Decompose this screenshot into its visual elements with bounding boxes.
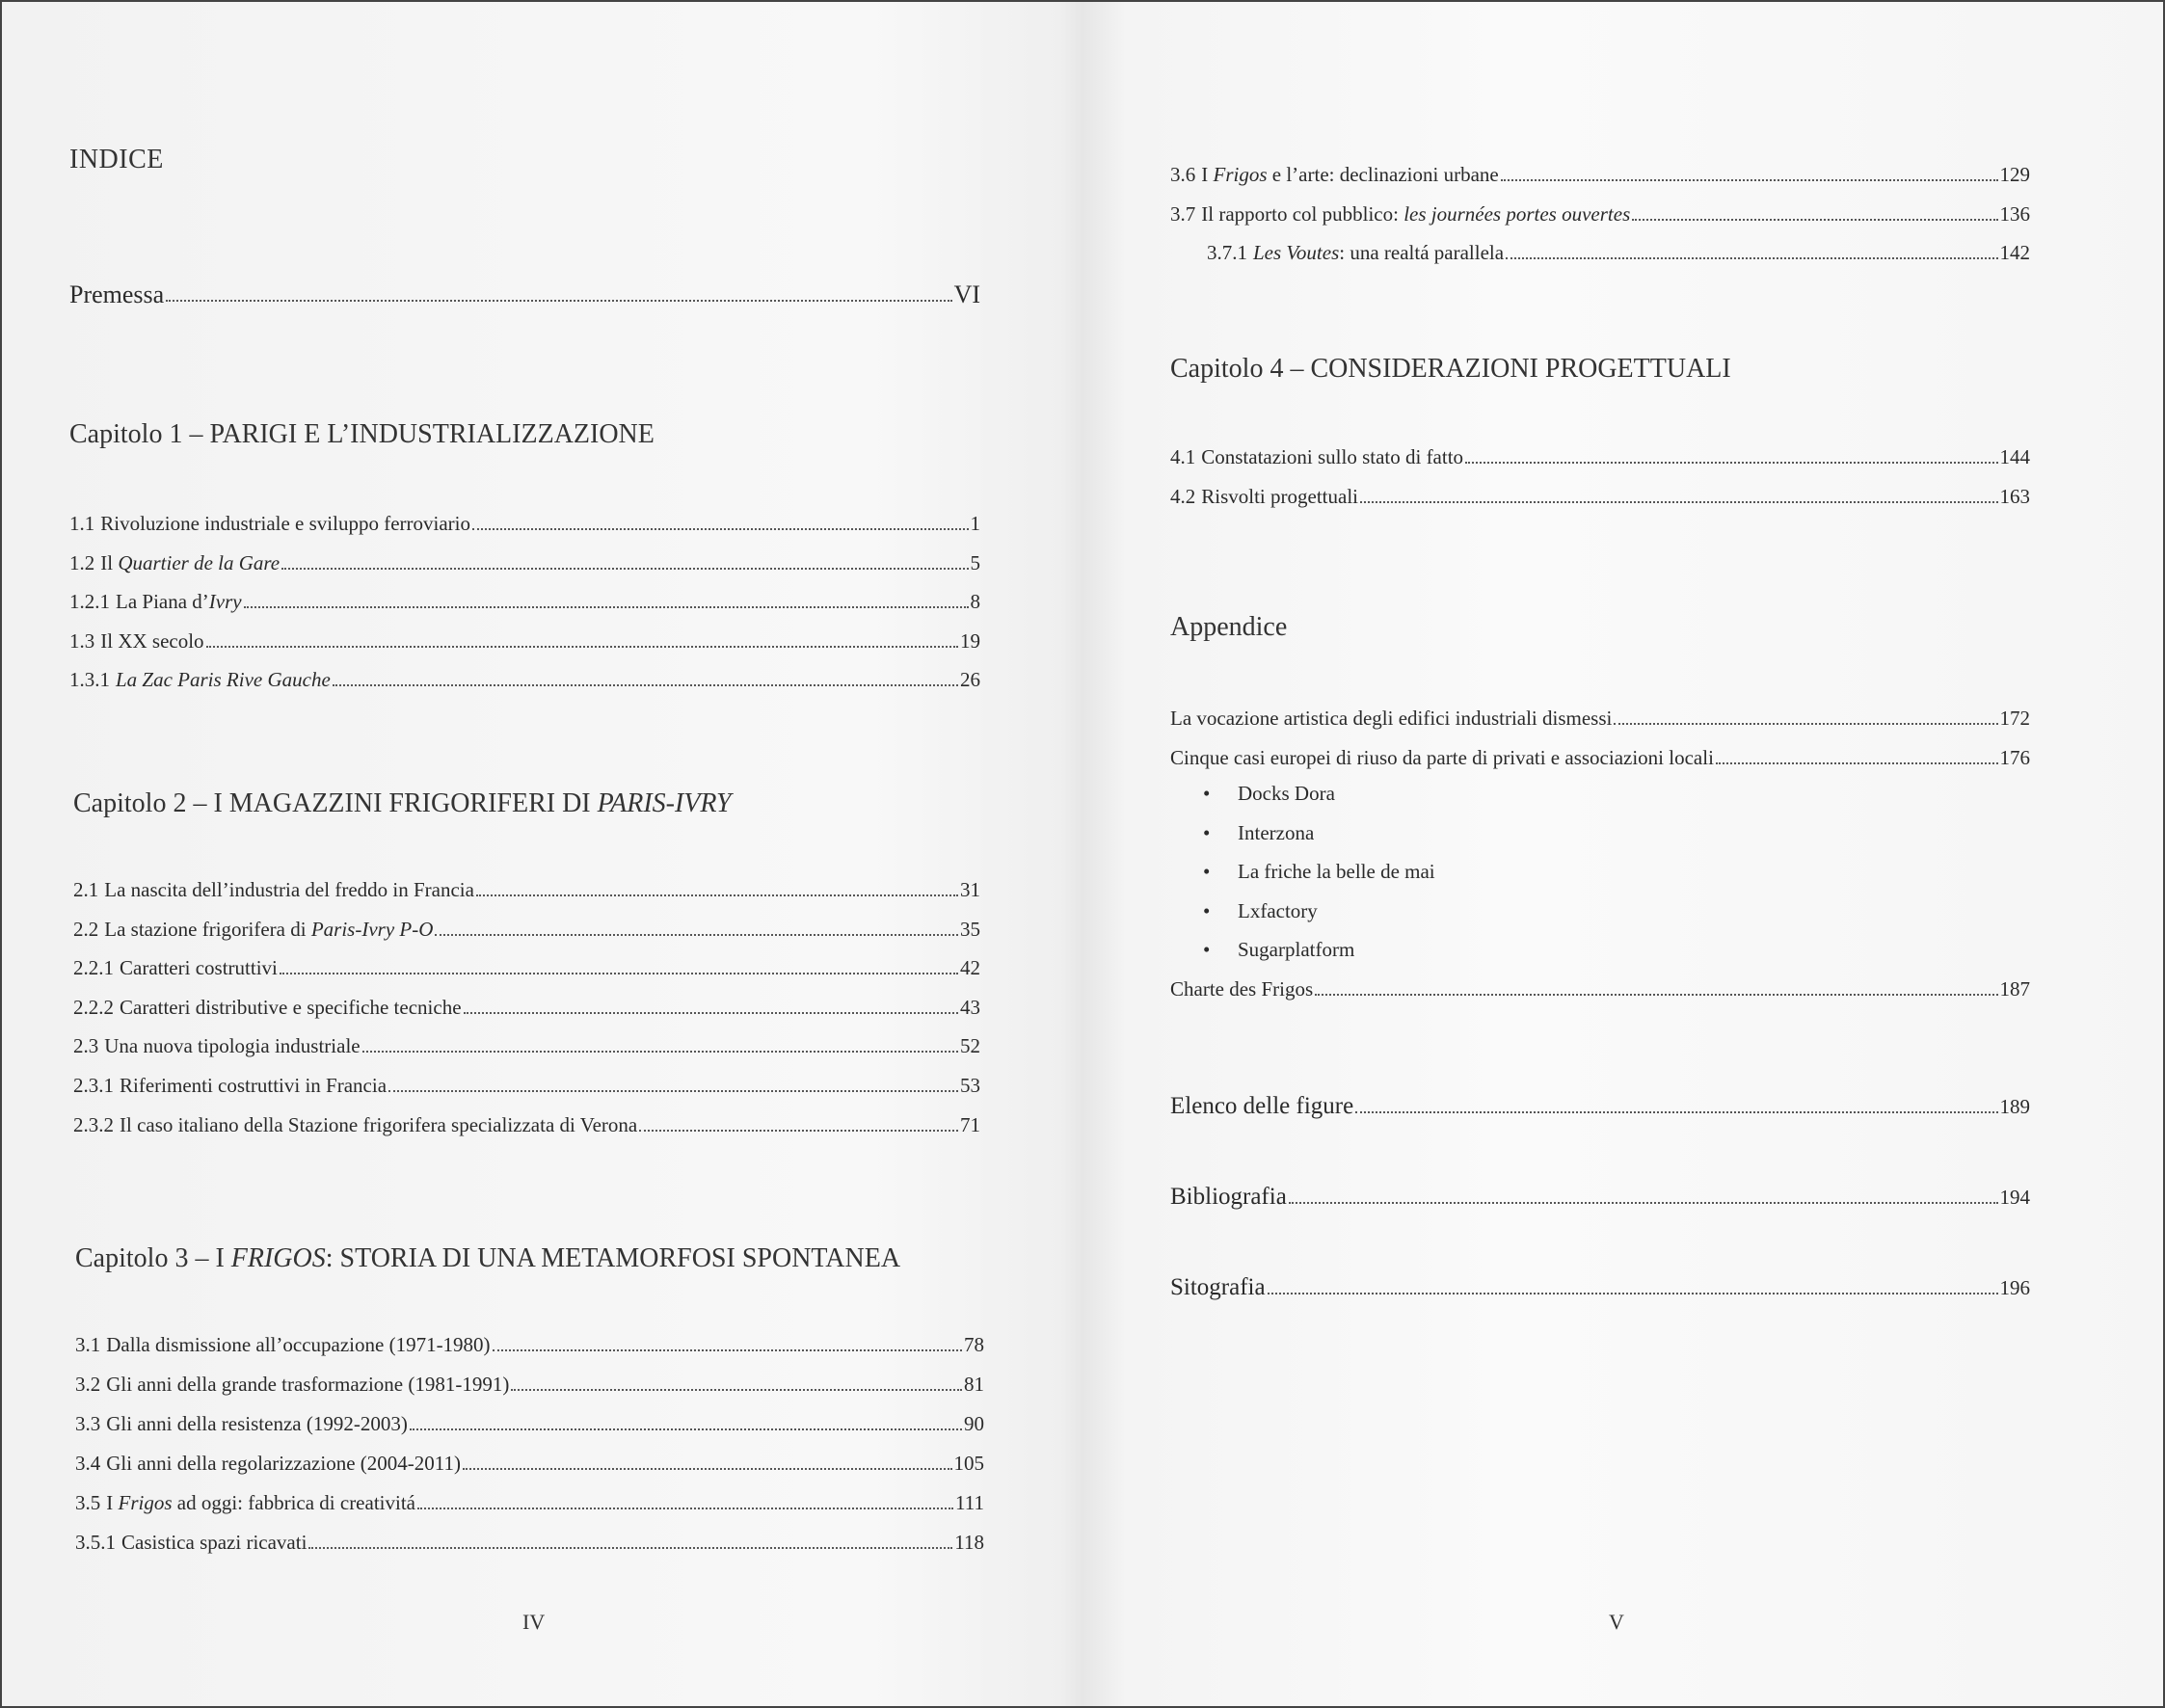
- bullet-item: [1203, 819, 1314, 846]
- entry-label: [75, 1371, 509, 1398]
- entry-label: [1170, 705, 1612, 732]
- leader-dots: [463, 1468, 952, 1470]
- entry-label: Sitografia: [1170, 1274, 1266, 1300]
- toc-entry: [73, 876, 980, 903]
- toc-entry: [75, 1529, 984, 1556]
- entry-page: 144: [1999, 445, 2030, 468]
- entry-number: 2.2: [73, 917, 99, 941]
- toc-entry: [1170, 443, 2030, 470]
- toc-entry: [75, 1331, 984, 1358]
- entry-text: Charte des Frigos: [1170, 977, 1314, 1001]
- leader-dots: [493, 1349, 962, 1351]
- toc-entry: [69, 510, 980, 537]
- leader-dots: [244, 606, 969, 608]
- entry-text: Dalla dismissione all’occupazione (1971-1980): [106, 1333, 491, 1356]
- leader-dots: [1614, 723, 1997, 725]
- entry-text: : una realtá parallela: [1339, 241, 1505, 264]
- page-number-left: IV: [522, 1610, 546, 1634]
- entry-page: 194: [1999, 1186, 2030, 1209]
- entry-number: 1.1: [69, 512, 95, 535]
- leader-dots: [511, 1389, 962, 1391]
- toc-entry-bibliography: [1170, 1184, 2030, 1211]
- toc-entry: [75, 1410, 984, 1437]
- toc-entry: [73, 1032, 980, 1059]
- entry-label: [73, 1032, 361, 1059]
- entry-number: 3.7: [1170, 201, 1196, 226]
- entry-label: [69, 627, 204, 654]
- chapter-4-heading: Capitolo 4 – CONSIDERAZIONI PROGETTUALI: [1170, 354, 1731, 384]
- entry-page: 71: [960, 1112, 980, 1136]
- entry-number: 1.3: [69, 628, 95, 653]
- entry-text: La Piana d’: [116, 590, 209, 613]
- entry-label: [1170, 483, 1358, 510]
- bullet-text: Interzona: [1238, 820, 1315, 844]
- page-number-right: V: [1609, 1610, 1624, 1634]
- entry-page: 142: [1999, 241, 2030, 264]
- entry-page: 26: [960, 668, 980, 691]
- leader-dots: [166, 300, 951, 302]
- entry-number: 1.2.1: [69, 590, 110, 613]
- right-page: [1083, 2, 2165, 1706]
- leader-dots: [1506, 257, 1997, 259]
- leader-dots: [410, 1428, 962, 1430]
- entry-number: 2.2.1: [73, 956, 114, 980]
- toc-entry: [1170, 975, 2030, 1002]
- toc-entry: [73, 1072, 980, 1099]
- entry-page: 118: [954, 1530, 984, 1554]
- entry-number: 3.1: [75, 1333, 101, 1356]
- bullet-item: [1203, 936, 1354, 963]
- entry-page: 43: [960, 995, 980, 1019]
- entry-italic: Frigos: [118, 1490, 173, 1514]
- entry-label: [69, 588, 242, 615]
- leader-dots: [1355, 1111, 1997, 1113]
- entry-text: Il: [100, 550, 119, 574]
- entry-text: La vocazione artistica degli edifici industriali dismessi: [1170, 707, 1613, 730]
- entry-label: [1170, 200, 1630, 227]
- bullet-text: Lxfactory: [1238, 898, 1318, 922]
- entry-number: 3.7.1: [1207, 241, 1247, 264]
- entry-label: [1170, 975, 1313, 1002]
- leader-dots: [1289, 1202, 1998, 1204]
- entry-label: [75, 1331, 491, 1358]
- entry-italic: Ivry: [208, 590, 242, 613]
- left-page: [2, 2, 1083, 1706]
- entry-label: [73, 1111, 637, 1138]
- entry-page: 111: [955, 1490, 984, 1514]
- entry-page: 42: [960, 956, 980, 980]
- entry-label: [75, 1529, 307, 1556]
- entry-page: 176: [1999, 745, 2030, 769]
- entry-number: 3.3: [75, 1411, 101, 1435]
- entry-label: [1170, 443, 1463, 470]
- entry-text: Il rapporto col pubblico:: [1201, 201, 1404, 226]
- leader-dots: [206, 646, 958, 648]
- entry-page: 189: [1999, 1095, 2030, 1118]
- entry-page: 196: [1999, 1276, 2030, 1299]
- entry-italic: Paris-Ivry P-O: [310, 917, 434, 941]
- toc-entry: [1170, 744, 2030, 771]
- bullet-icon: •: [1203, 860, 1211, 883]
- entry-label: [75, 1489, 415, 1516]
- leader-dots: [1268, 1293, 1998, 1294]
- appendix-heading: Appendice: [1170, 612, 1288, 642]
- entry-number: 3.2: [75, 1372, 101, 1396]
- toc-entry: [69, 627, 980, 654]
- bullet-item: [1203, 858, 1435, 885]
- entry-number: 3.5: [75, 1490, 101, 1514]
- leader-dots: [281, 568, 968, 570]
- entry-label: [73, 1072, 387, 1099]
- entry-label: [69, 549, 280, 576]
- bullet-item: [1203, 897, 1318, 924]
- entry-label: [73, 994, 462, 1021]
- entry-label: Bibliografia: [1170, 1184, 1287, 1210]
- leader-dots: [388, 1090, 958, 1092]
- entry-text: Casistica spazi ricavati: [121, 1530, 307, 1554]
- entry-page: 105: [953, 1451, 984, 1475]
- entry-text: La stazione frigorifera di: [104, 917, 311, 941]
- bullet-text: Sugarplatform: [1238, 938, 1355, 961]
- leader-dots: [1315, 994, 1997, 996]
- toc-entry: [75, 1371, 984, 1398]
- entry-page: 8: [970, 590, 980, 613]
- entry-label: [69, 666, 331, 693]
- entry-text: Una nuova tipologia industriale: [104, 1034, 361, 1058]
- entry-label: [73, 954, 278, 981]
- chapter-1-heading: Capitolo 1 – PARIGI E L’INDUSTRIALIZZAZIONE: [69, 419, 655, 449]
- leader-dots: [333, 684, 958, 686]
- entry-page: 78: [964, 1333, 984, 1356]
- entry-label: [1207, 239, 1504, 266]
- entry-text: I: [106, 1490, 119, 1514]
- entry-number: 2.1: [73, 878, 99, 901]
- heading-italic: PARIS-IVRY: [597, 788, 732, 818]
- entry-page: 5: [970, 550, 980, 574]
- entry-page: 53: [960, 1074, 980, 1097]
- heading-italic: FRIGOS: [230, 1243, 326, 1273]
- entry-text: I: [1201, 163, 1214, 186]
- heading-text: Capitolo 2 – I MAGAZZINI FRIGORIFERI DI: [73, 788, 598, 818]
- entry-label: [1170, 161, 1499, 188]
- entry-label: [75, 1450, 461, 1477]
- entry-page: 90: [964, 1411, 984, 1435]
- leader-dots: [1465, 462, 1997, 464]
- toc-entry: [1170, 483, 2030, 510]
- bullet-icon: •: [1203, 820, 1211, 844]
- leader-dots: [417, 1508, 953, 1509]
- toc-entry: [1170, 200, 2030, 227]
- toc-entry-sitography: [1170, 1274, 2030, 1301]
- entry-text: Gli anni della resistenza (1992-2003): [106, 1411, 408, 1435]
- bullet-icon: •: [1203, 898, 1211, 922]
- entry-label: [73, 916, 433, 943]
- heading-suffix: : STORIA DI UNA METAMORFOSI SPONTANEA: [325, 1243, 901, 1273]
- toc-entry: [69, 666, 980, 693]
- entry-label: [1170, 744, 1714, 771]
- chapter-3-heading: [75, 1243, 900, 1274]
- leader-dots: [472, 528, 969, 530]
- entry-page: 163: [1999, 484, 2030, 508]
- toc-entry: [73, 994, 980, 1021]
- toc-entry-premessa: [69, 281, 980, 308]
- leader-dots: [1360, 501, 1998, 503]
- leader-dots: [1501, 179, 1998, 181]
- entry-page: VI: [953, 280, 980, 308]
- entry-text: e l’arte: declinazioni urbane: [1267, 163, 1499, 186]
- entry-number: 2.2.2: [73, 995, 114, 1019]
- toc-entry: [73, 1111, 980, 1138]
- entry-label: [73, 876, 474, 903]
- toc-entry-figures: [1170, 1093, 2030, 1120]
- entry-number: 4.1: [1170, 445, 1196, 468]
- entry-text: Gli anni della grande trasformazione (1981-1991): [106, 1372, 510, 1396]
- toc-entry: [1170, 705, 2030, 732]
- entry-page: 172: [1999, 707, 2030, 730]
- chapter-2-heading: [73, 788, 732, 819]
- entry-number: 1.3.1: [69, 668, 110, 691]
- toc-entry: [75, 1489, 984, 1516]
- leader-dots: [280, 973, 958, 974]
- entry-italic: La Zac Paris Rive Gauche: [116, 668, 331, 691]
- entry-text: Cinque casi europei di riuso da parte di privati e associazioni locali: [1170, 745, 1714, 769]
- entry-italic: les journées portes ouvertes: [1403, 201, 1631, 226]
- entry-page: 31: [960, 878, 980, 901]
- entry-page: 35: [960, 917, 980, 941]
- bullet-icon: •: [1203, 782, 1211, 805]
- leader-dots: [1716, 762, 1998, 764]
- entry-text: Caratteri costruttivi: [120, 956, 278, 980]
- leader-dots: [308, 1547, 952, 1549]
- toc-entry: [69, 588, 980, 615]
- entry-number: 3.4: [75, 1451, 101, 1475]
- leader-dots: [362, 1051, 958, 1053]
- toc-entry: [1170, 161, 2030, 188]
- toc-entry: [73, 954, 980, 981]
- entry-number: 1.2: [69, 550, 95, 574]
- entry-italic: Frigos: [1213, 163, 1268, 186]
- entry-number: 2.3: [73, 1034, 99, 1058]
- entry-page: 81: [964, 1372, 984, 1396]
- entry-text: La nascita dell’industria del freddo in Francia: [104, 878, 474, 901]
- leader-dots: [639, 1130, 958, 1132]
- entry-page: 187: [1999, 977, 2030, 1001]
- entry-number: 3.5.1: [75, 1530, 116, 1554]
- entry-page: 52: [960, 1034, 980, 1058]
- toc-entry: [75, 1450, 984, 1477]
- entry-page: 19: [960, 628, 980, 653]
- leader-dots: [464, 1012, 958, 1014]
- entry-label: [75, 1410, 408, 1437]
- bullet-text: La friche la belle de mai: [1238, 860, 1435, 883]
- entry-text: Constatazioni sullo stato di fatto: [1201, 445, 1464, 468]
- entry-page: 129: [1999, 163, 2030, 186]
- entry-text: Caratteri distributive e specifiche tecniche: [120, 995, 462, 1019]
- entry-text: ad oggi: fabbrica di creativitá: [172, 1490, 415, 1514]
- entry-text: Riferimenti costruttivi in Francia: [120, 1074, 388, 1097]
- toc-entry: [69, 549, 980, 576]
- entry-number: 4.2: [1170, 484, 1196, 508]
- bullet-icon: •: [1203, 938, 1211, 961]
- bullet-item: [1203, 780, 1335, 807]
- entry-number: 3.6: [1170, 163, 1196, 186]
- bullet-text: Docks Dora: [1238, 782, 1335, 805]
- entry-number: 2.3.2: [73, 1112, 114, 1136]
- entry-number: 2.3.1: [73, 1074, 114, 1097]
- entry-text: Rivoluzione industriale e sviluppo ferroviario: [100, 512, 470, 535]
- entry-label: [69, 510, 470, 537]
- entry-italic: Quartier de la Gare: [118, 550, 281, 574]
- entry-page: 1: [970, 512, 980, 535]
- toc-entry: [1207, 239, 2030, 266]
- index-title: INDICE: [69, 145, 164, 174]
- entry-page: 136: [1999, 201, 2030, 226]
- entry-text: Risvolti progettuali: [1201, 484, 1358, 508]
- leader-dots: [1632, 219, 1997, 221]
- entry-text: Gli anni della regolarizzazione (2004-2011): [106, 1451, 461, 1475]
- entry-text: Il caso italiano della Stazione frigorifera specializzata di Verona: [120, 1112, 638, 1136]
- toc-entry: [73, 916, 980, 943]
- entry-text: Il XX secolo: [100, 628, 204, 653]
- leader-dots: [435, 934, 958, 936]
- entry-label: Elenco delle figure: [1170, 1093, 1354, 1119]
- entry-label: Premessa: [69, 280, 165, 308]
- entry-italic: Les Voutes: [1253, 241, 1340, 264]
- heading-text: Capitolo 3 – I: [75, 1243, 231, 1273]
- leader-dots: [476, 894, 958, 896]
